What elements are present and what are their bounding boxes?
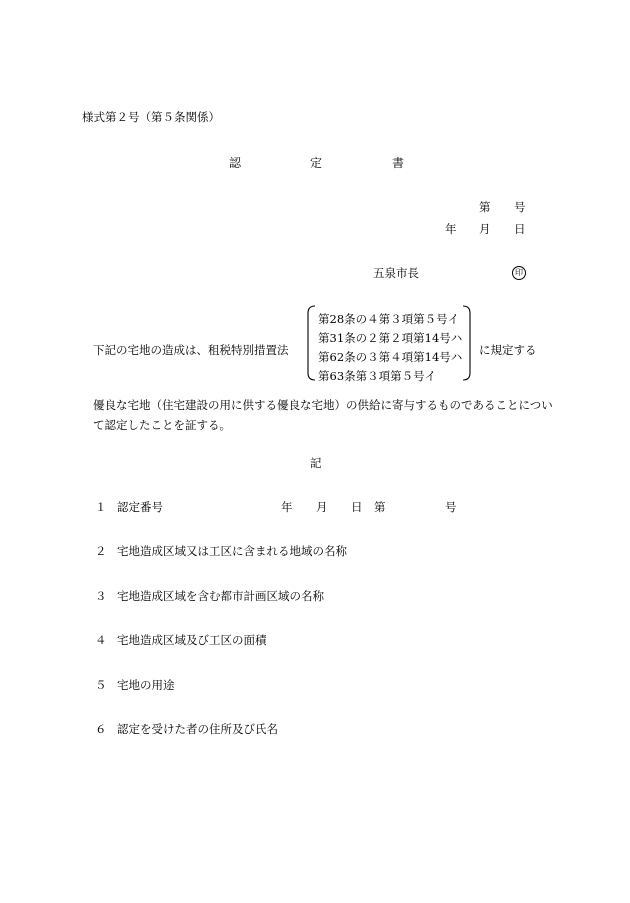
item-label: 宅地造成区域及び工区の面積 — [117, 633, 267, 647]
item-number: ４ — [95, 633, 107, 647]
date-year: 年 — [445, 222, 457, 236]
title-char-2: 定 — [310, 156, 323, 170]
item-label: 認定番号 — [117, 500, 163, 514]
number-go: 号 — [514, 200, 526, 214]
statement-continuation: 優良な宅地（住宅建設の用に供する優良な宅地）の供給に寄与するものであることについて認定したことを証する。 — [93, 398, 553, 432]
statement-prefix: 下記の宅地の造成は、租税特別措置法 — [93, 343, 289, 357]
item-number: ６ — [95, 722, 107, 736]
item-year: 年 — [281, 500, 293, 514]
item-day: 日 — [351, 500, 363, 514]
number-dai: 第 — [479, 200, 491, 214]
item-go: 号 — [445, 500, 457, 514]
ki-heading: 記 — [310, 456, 322, 470]
item-number: ５ — [95, 678, 107, 692]
left-bracket — [305, 305, 319, 381]
item-label: 認定を受けた者の住所及び氏名 — [117, 722, 278, 736]
law-provisions-list — [318, 310, 462, 386]
title-char-3: 書 — [392, 156, 405, 170]
right-bracket — [459, 305, 473, 381]
seal-mark: 印 — [512, 266, 526, 280]
item-dai: 第 — [374, 500, 386, 514]
item-month: 月 — [316, 500, 328, 514]
item-label: 宅地の用途 — [117, 678, 175, 692]
form-label: 様式第２号（第５条関係） — [82, 110, 220, 124]
item-number: ２ — [95, 544, 107, 558]
statement-suffix: に規定する — [479, 343, 537, 357]
item-number: １ — [95, 500, 107, 514]
item-number: ３ — [95, 589, 107, 603]
law-provision: 第63条第３項第５号イ — [318, 369, 437, 383]
item-label: 宅地造成区域又は工区に含まれる地域の名称 — [117, 544, 347, 558]
law-provision: 第28条の４第３項第５号イ — [318, 312, 460, 326]
issuer-name: 五泉市長 — [373, 266, 419, 280]
law-provision: 第31条の２第２項第14号ハ — [318, 331, 463, 345]
item-label: 宅地造成区域を含む都市計画区域の名称 — [117, 589, 324, 603]
law-provision: 第62条の３第４項第14号ハ — [318, 350, 463, 364]
date-month: 月 — [479, 222, 491, 236]
date-day: 日 — [514, 222, 526, 236]
title-char-1: 認 — [229, 156, 242, 170]
